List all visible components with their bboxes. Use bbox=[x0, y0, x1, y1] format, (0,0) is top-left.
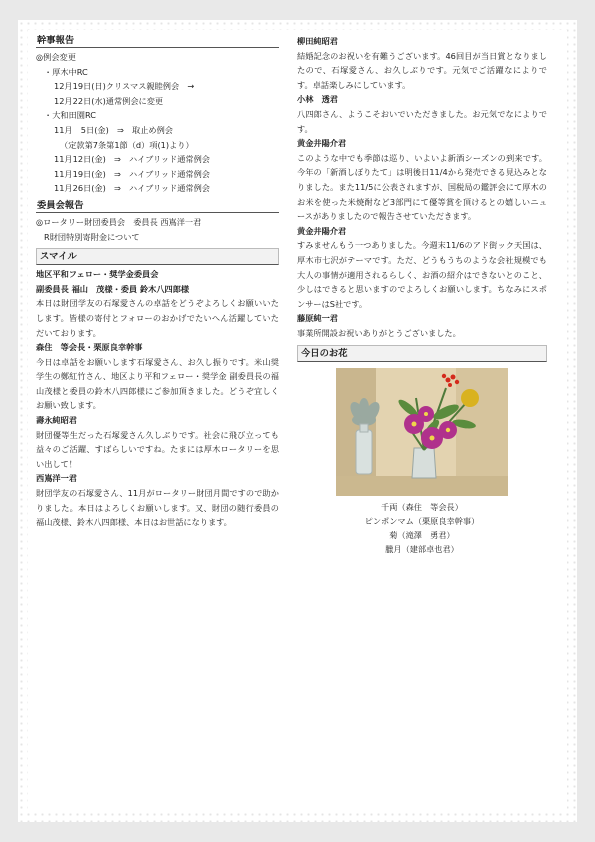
flower-photo bbox=[336, 368, 508, 496]
entry-name: 黄金井陽介君 bbox=[297, 225, 347, 236]
flower-caption: 臘月（建部卓也君） bbox=[385, 544, 459, 555]
left-column bbox=[36, 34, 279, 530]
section-title-kanji: 幹事報告 bbox=[36, 34, 279, 48]
page-border bbox=[18, 20, 577, 822]
flower-caption: 千両（森住 等会長） bbox=[381, 502, 463, 513]
section-title-flower: 今日のお花 bbox=[297, 345, 547, 362]
entry-name: 黄金井陽介君 bbox=[297, 138, 347, 149]
section-title-committee: 委員会報告 bbox=[36, 199, 279, 213]
flower-arrangement-image bbox=[336, 368, 508, 496]
entry-text: 事業所開設お祝いありがとうございました。 bbox=[297, 327, 461, 338]
committee-line: ◎ロータリー財団委員会 委員長 西嶌洋一君 bbox=[36, 216, 202, 227]
kanji-line: 11月 5日(金) ⇒ 取止め例会 bbox=[54, 124, 173, 135]
entry-text: 本日は財団学友の石塚愛さんの卓話をどうぞよろしくお願いいたします。皆様の寄付とフォローのおかげでたいへん活躍していただいております。 bbox=[36, 298, 279, 338]
kanji-line: 12月19日(日)クリスマス親睦例会 → bbox=[54, 81, 195, 92]
kanji-line: ・大和田園RC bbox=[44, 110, 96, 121]
flower-caption: ピンポンマム（栗原良幸幹事） bbox=[364, 516, 480, 527]
kanji-line: ・厚木中RC bbox=[44, 66, 88, 77]
right-column bbox=[297, 34, 547, 556]
kanji-line: 11月12日(金) ⇒ ハイブリッド通常例会 bbox=[54, 154, 210, 165]
entry-name: 森住 等会長・栗原良幸幹事 bbox=[36, 342, 143, 353]
entry-text: 財団学友の石塚愛さん、11月がロータリー財団月間ですので助かりました。本日はよろしくお願いします。又、財団の随行委員の福山茂様、鈴木八四郎様、本日はお世話になります。 bbox=[36, 488, 279, 528]
entry-text: すみませんもう一つありました。今週末11/6のアド街ック天国は、厚木市七沢がテーマです。ただ、どうもうちのような会社規模でも大人の事情が適用されるらしく、お酒の紹介はできないとのこと、少しはできると思いますのでよろしくお願いします。ちなみにスポンサーはS社です。 bbox=[297, 240, 547, 309]
kanji-line: （定款第7条第1節（d）項(1)より） bbox=[60, 139, 194, 150]
newsletter-sheet bbox=[28, 30, 567, 812]
entry-name: 副委員長 福山 茂様・委員 鈴木八四郎様 bbox=[36, 283, 190, 294]
entry-text: 財団優等生だった石塚愛さん久しぶりです。社会に飛び立っても益々のご活躍、すばらしいですね。たまには厚木ロータリーを思い出して！ bbox=[36, 429, 279, 469]
flower-caption: 菊（滝澤 勇君） bbox=[389, 530, 455, 541]
kanji-line: 11月26日(金) ⇒ ハイブリッド通常例会 bbox=[54, 183, 210, 194]
smile-heading: 地区平和フェロー・奨学金委員会 bbox=[36, 269, 159, 280]
kanji-line: 12月22日(水)通常例会に変更 bbox=[54, 95, 164, 106]
entry-text: このような中でも季節は巡り、いよいよ新酒シーズンの到来です。今年の「新酒しぼりたて」は明後日11/4から発売できる見込みとなりました。また11/5に公表されますが、国税局の鑑評会にて厚木のお米を使った米焼酎など3部門にて優等賞を頂けるとの嬉しいニュースがありましたので報告させていただきます。 bbox=[297, 152, 547, 222]
kanji-line: 11月19日(金) ⇒ ハイブリッド通常例会 bbox=[54, 168, 210, 179]
kanji-line: ◎例会変更 bbox=[36, 52, 76, 62]
entry-name: 小林 透君 bbox=[297, 94, 338, 105]
entry-text: 八四郎さん、ようこそおいでいただきました。お元気でなによりです。 bbox=[297, 108, 547, 134]
entry-text: 結婚記念のお祝いを有難うございます。46回目が当日賞となりましたので、石塚愛さん、お久しぶりです。元気でご活躍なによりです。卓話楽しみにしています。 bbox=[297, 50, 547, 90]
committee-line: R財団特別寄附金について bbox=[44, 231, 140, 242]
entry-name: 壽永純昭君 bbox=[36, 415, 77, 426]
entry-text: 今日は卓話をお願いします石塚愛さん、お久し振りです。米山奨学生の鄭紅竹さん、地区より平和フェロー・奨学金 副委員長の福山茂様と委員の鈴木八四郎様にご参加頂きました。どうぞ宜しくお願い致します。 bbox=[36, 356, 279, 411]
entry-name: 柳田純昭君 bbox=[297, 36, 338, 46]
entry-name: 西嶌洋一君 bbox=[36, 473, 77, 484]
section-title-smile: スマイル bbox=[36, 248, 279, 265]
entry-name: 藤原純一君 bbox=[297, 313, 338, 324]
